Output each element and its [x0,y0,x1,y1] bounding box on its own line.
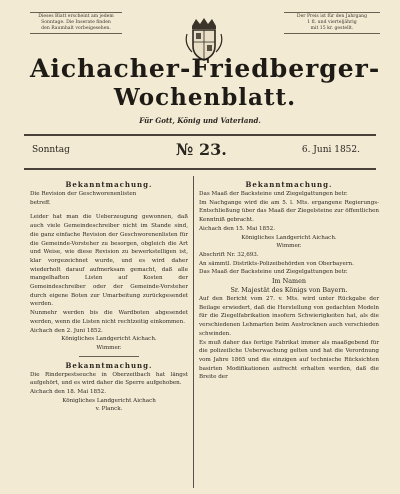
paragraph: Aichach den 2. Juni 1852. [30,327,103,334]
signature-line: Wimmer. [276,243,302,250]
sub-heading: Sr. Majestät des Königs von Bayern. [230,286,348,295]
notice-line: den Raumhalt vorbeigesehen. [41,26,111,31]
price-line: 1 fl. und vierteljährig [307,20,357,25]
divider [24,134,376,136]
issue-date: 6. Juni 1852. [301,145,360,155]
column-divider [193,176,194,488]
paragraph: Nunmehr werden bis die Wardboten abgesendet werden, wenn die Listen nicht rechtzeitig einkommen. [30,310,188,325]
masthead-title: Aichacher-Friedberger- [30,54,381,83]
section-heading: Bekanntmachung. [245,180,333,189]
section-heading: Bekanntmachung. [65,360,153,370]
section-heading: Bekanntmachung. [65,180,153,189]
publication-notice [30,12,122,34]
paragraph: Leider hat man die Ueberzeugung gewonnen, daß auch viele Gemeindeschreiber nicht im Stande sind, die ganz einfache Revision der Geschworenenlisten für die Gemeinde-Vorsteher zu besorgen, obgleich die Art und Weise, wie diese Revision zu bewerkstelligen ist, klar vorgezeichnet wurde, und es wird daher wiederholt darauf aufmerksam gemacht, daß alle mangelhaften Listen auf Kosten der Gemeindeschreiber oder der Gemeinde-Vorsteher durch eigene Boten zur Umarbeitung zurückgesendet werden. [30,214,188,308]
paragraph: An sämmtl. Distrikts-Polizeibehörden von Oberbayern. [199,260,354,267]
paragraph: Aichach den 15. Mai 1852. [199,225,276,232]
signature-line: Königliches Landgericht Aichach. [61,336,157,343]
paragraph: Abschrift Nr. 32,693. [199,251,259,258]
paragraph: Auf den Bericht vom 27. v. Mts. wird unter Rückgabe der Beilage erwiedert, daß die Herstellung von gedachten Modeln für die Ziegelfabrikation insofern Schwierigkeiten hat, als die verschiedenen Lehmarten beim Austrocknen auch verschieden schwinden. [199,296,379,337]
issue-day: Sonntag [32,145,70,155]
right-column [199,180,379,382]
price-line: Der Preis ist für den Jahrgang [296,14,368,19]
paragraph: Das Maaß der Backsteine und Ziegelgattungen betr. [199,191,348,197]
divider [24,168,376,170]
left-column [30,180,188,414]
paragraph: Aichach den 18. Mai 1852. [30,389,107,396]
section-divider [79,356,139,357]
signature-line: Königliches Landgericht Aichach [62,397,156,404]
motto: Für Gott, König und Vaterland. [139,116,261,125]
signature-line: v. Planck. [95,406,123,413]
paragraph: Die Revision der Geschworenenlisten [30,191,137,197]
sub-heading: Im Namen [272,277,306,286]
signature-line: Wimmer. [96,344,122,351]
price-notice [284,12,380,34]
paragraph: betreff. [30,199,51,206]
notice-line: Sonntage. Die Inserate finden [41,20,111,25]
issue-number: № 23. [176,140,227,159]
paragraph: Das Maaß der Backsteine und Ziegelgattungen betr. [199,269,348,276]
masthead-subtitle: Wochenblatt. [113,84,297,111]
paragraph: Im Nachgange wird die am 5. l. Mts. ergangene Regierungs-Entschließung über das Maaß der Ziegelsteine zur öffentlichen Kenntniß gebracht. [199,199,379,224]
notice-line: Dieses Blatt erscheint am jedem [38,14,114,19]
paragraph: Die Rinderpestseuche in Oberzeitbach hat längst aufgehört, und es wird daher die Sperre aufgehoben. [30,371,188,387]
signature-line: Königliches Landgericht Aichach. [241,234,337,241]
paragraph: Es muß daher das fertige Fabrikat immer als maaßgebend für die polizeiliche Ueberwachung gelten und hat die Verordnung vom Jahre 1865 und die einzigen auf technische Rücksichten basirten Modifikationen aufrecht erhalten werden, daß die Breite der [199,339,379,381]
price-line: mit 15 kr. gestellt. [310,26,354,31]
